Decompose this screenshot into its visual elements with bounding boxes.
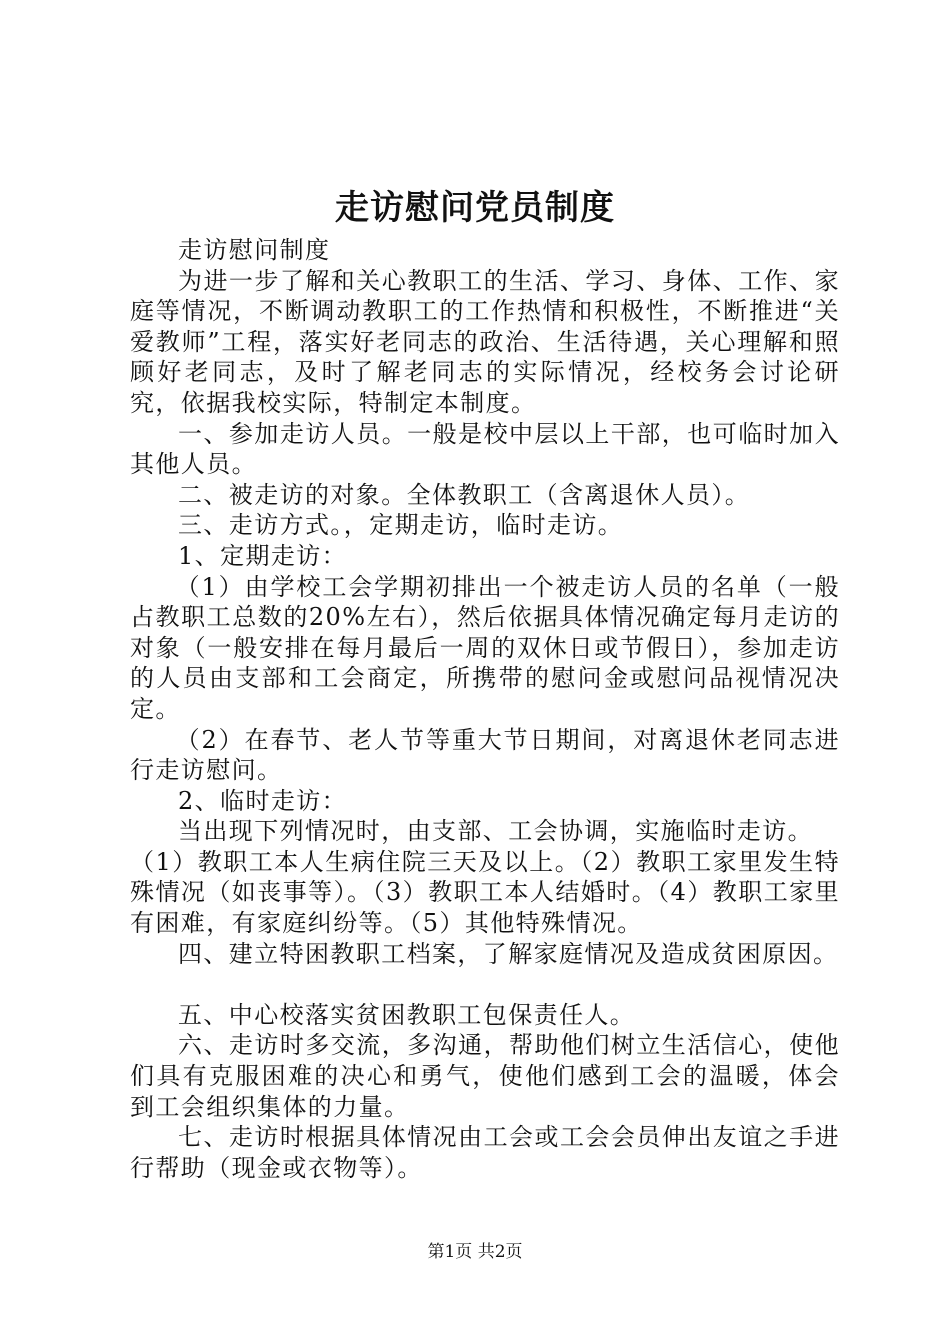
item-1-participants: 一、参加走访人员。一般是校中层以上干部，也可临时加入其他人员。	[130, 419, 840, 479]
item-3-methods: 三、走访方式。，定期走访，临时走访。	[178, 511, 624, 540]
document-body	[130, 235, 840, 1183]
regular-visit-detail-1: （1）由学校工会学期初排出一个被走访人员的名单（一般占教职工总数的20%左右），然后依据具体情况确定每月走访的对象（一般安排在每月最后一周的双休日或节假日），参加走访的人员由支部和工会商定，所携带的慰问金或慰问品视情况决定。	[130, 572, 840, 723]
temporary-visit-intro: 当出现下列情况时，由支部、工会协调，实施临时走访。	[178, 817, 813, 846]
item-4-archive: 四、建立特困教职工档案，了解家庭情况及造成贫困原因。	[178, 939, 839, 968]
blank-line	[130, 969, 840, 1000]
page-footer: 第1页 共2页	[427, 1242, 523, 1262]
regular-visit-detail-2: （2）在春节、老人节等重大节日期间，对离退休老同志进行走访慰问。	[130, 725, 840, 785]
intro-paragraph: 为进一步了解和关心教职工的生活、学习、身体、工作、家庭等情况，不断调动教职工的工作热情和积极性，不断推进“关爱教师”工程，落实好老同志的政治、生活待遇，关心理解和照顾好老同志，及时了解老同志的实际情况，经校务会讨论研究，依据我校实际，特制定本制度。	[130, 266, 840, 417]
section-heading: 走访慰问制度	[178, 236, 331, 264]
item-2-targets: 二、被走访的对象。全体教职工（含离退休人员）。	[178, 480, 751, 509]
item-7-assistance: 七、走访时根据具体情况由工会或工会会员伸出友谊之手进行帮助（现金或衣物等）。	[130, 1123, 840, 1182]
item-5-responsibility: 五、中心校落实贫困教职工包保责任人。	[178, 1000, 636, 1029]
subitem-regular-visits: 1、定期走访：	[178, 541, 348, 570]
temporary-visit-cases: （1）教职工本人生病住院三天及以上。（2）教职工家里发生特殊情况（如丧事等）。（3）教职工本人结婚时。（4）教职工家里有困难，有家庭纠纷等。（5）其他特殊情况。	[130, 847, 840, 938]
item-6-communication: 六、走访时多交流，多沟通，帮助他们树立生活信心，使他们具有克服困难的决心和勇气，使他们感到工会的温暖，体会到工会组织集体的力量。	[130, 1031, 840, 1121]
subitem-temporary-visits: 2、临时走访：	[178, 786, 348, 815]
document-title: 走访慰问党员制度	[335, 188, 615, 228]
